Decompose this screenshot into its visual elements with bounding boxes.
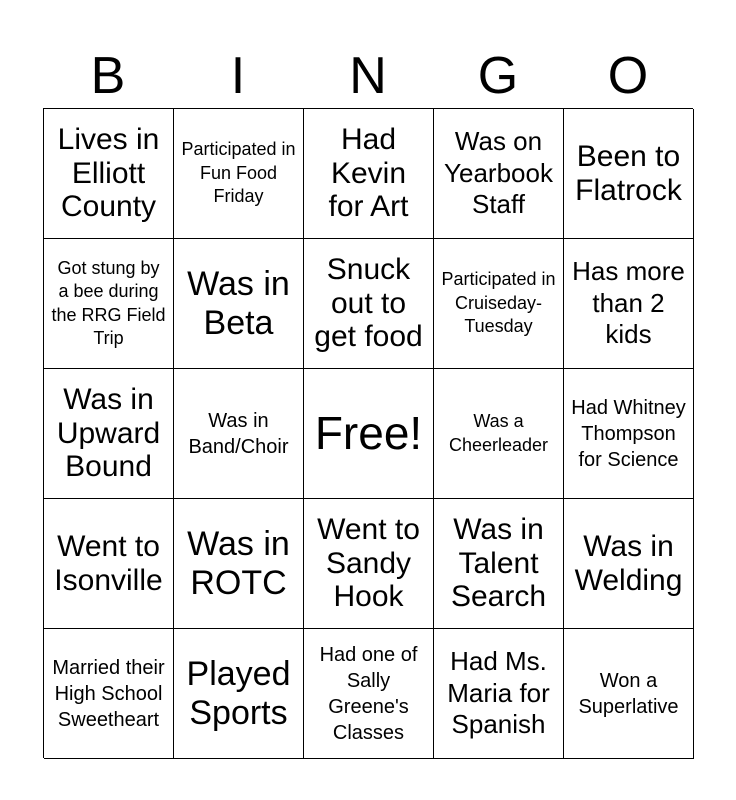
header-letter-g: G — [477, 47, 519, 105]
cell-text: Had Kevin for Art — [328, 122, 409, 224]
cell-text: Free! — [314, 407, 423, 460]
cell-text: Been to Flatrock — [575, 139, 682, 207]
bingo-cell-r3c1[interactable] — [44, 369, 174, 499]
bingo-cell-r3c4[interactable] — [434, 369, 564, 499]
bingo-cell-r4c3[interactable] — [304, 499, 434, 629]
cell-text: Participated in Fun Food Friday — [181, 139, 296, 207]
header-letter-o: O — [607, 47, 649, 105]
bingo-cell-r5c4[interactable] — [434, 629, 564, 759]
bingo-cell-r2c4[interactable] — [434, 239, 564, 369]
bingo-cell-r4c1[interactable] — [44, 499, 174, 629]
bingo-cell-r5c5[interactable] — [564, 629, 694, 759]
cell-text: Had one of Sally Greene's Classes — [319, 643, 418, 744]
cell-text: Was in ROTC — [187, 525, 290, 602]
bingo-cell-r1c2[interactable] — [174, 109, 304, 239]
cell-text: Has more than 2 kids — [572, 255, 685, 350]
cell-text: Was a Cheerleader — [448, 411, 549, 455]
cell-text: Participated in Cruiseday-Tuesday — [441, 269, 556, 337]
bingo-cell-r2c2[interactable] — [174, 239, 304, 369]
bingo-cell-r5c1[interactable] — [44, 629, 174, 759]
header-letter-i: I — [230, 47, 246, 105]
cell-text: Snuck out to get food — [314, 252, 423, 354]
cell-text: Was in Beta — [187, 265, 290, 342]
cell-text: Went to Sandy Hook — [317, 512, 420, 614]
bingo-cell-r4c2[interactable] — [174, 499, 304, 629]
bingo-cell-r1c5[interactable] — [564, 109, 694, 239]
cell-text: Was in Welding — [574, 529, 683, 597]
bingo-board — [43, 108, 693, 758]
cell-text: Was in Talent Search — [450, 512, 547, 614]
cell-text: Lives in Elliott County — [57, 122, 160, 224]
bingo-cell-r1c3[interactable] — [304, 109, 434, 239]
bingo-cell-r5c2[interactable] — [174, 629, 304, 759]
header-letter-n: N — [349, 47, 387, 105]
header-letter-b: B — [90, 47, 126, 105]
bingo-cell-r5c3[interactable] — [304, 629, 434, 759]
cell-text: Had Ms. Maria for Spanish — [447, 645, 550, 740]
bingo-cell-r3c5[interactable] — [564, 369, 694, 499]
bingo-cell-free[interactable] — [304, 369, 434, 499]
cell-text: Married their High School Sweetheart — [52, 656, 165, 731]
cell-text: Got stung by a bee during the RRG Field Trip — [51, 257, 166, 348]
cell-text: Was in Upward Bound — [56, 382, 161, 484]
bingo-cell-r2c3[interactable] — [304, 239, 434, 369]
bingo-cell-r3c2[interactable] — [174, 369, 304, 499]
cell-text: Was on Yearbook Staff — [444, 125, 553, 220]
bingo-header — [43, 44, 693, 108]
cell-text: Won a Superlative — [578, 669, 679, 718]
bingo-cell-r1c4[interactable] — [434, 109, 564, 239]
bingo-cell-r4c4[interactable] — [434, 499, 564, 629]
bingo-cell-r4c5[interactable] — [564, 499, 694, 629]
cell-text: Played Sports — [186, 655, 291, 732]
bingo-cell-r2c1[interactable] — [44, 239, 174, 369]
bingo-cell-r2c5[interactable] — [564, 239, 694, 369]
cell-text: Was in Band/Choir — [188, 409, 289, 458]
bingo-cell-r1c1[interactable] — [44, 109, 174, 239]
cell-text: Went to Isonville — [54, 529, 163, 597]
cell-text: Had Whitney Thompson for Science — [571, 396, 686, 471]
